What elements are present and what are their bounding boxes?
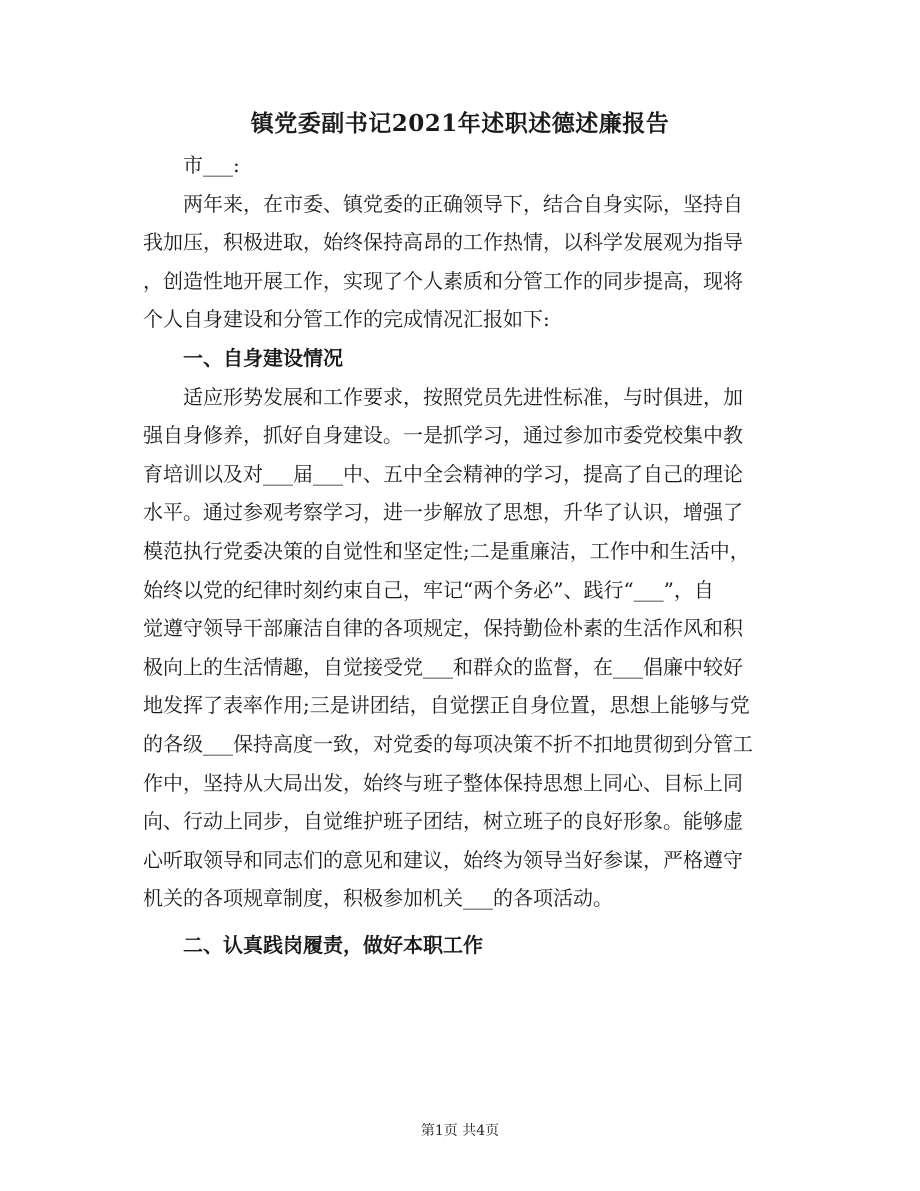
body-text-line: 个人自身建设和分管工作的完成情况汇报如下: [143, 307, 550, 332]
body-text-line: 向、行动上同步，自觉维护班子团结，树立班子的良好形象。能够虚 [143, 809, 743, 834]
section-heading: 二、认真践岗履责，做好本职工作 [183, 932, 483, 957]
document-title: 镇党委副书记2021年述职述德述廉报告 [250, 110, 670, 137]
body-text-line: 强自身修养，抓好自身建设。一是抓学习，通过参加市委党校集中教 [143, 423, 743, 448]
body-text-line: 心听取领导和同志们的意见和建议，始终为领导当好参谋，严格遵守 [143, 847, 743, 872]
body-text-line: 的各级___保持高度一致，对党委的每项决策不折不扣地贯彻到分管工 [143, 731, 753, 756]
section-heading: 一、自身建设情况 [183, 345, 343, 370]
body-text-line: 模范执行党委决策的自觉性和坚定性;二是重廉洁，工作中和生活中， [143, 538, 750, 563]
body-text-line: 两年来，在市委、镇党委的正确领导下，结合自身实际，坚持自 [183, 191, 743, 216]
body-text-line: 市___: [183, 153, 240, 177]
body-text-line: 水平。通过参观考察学习，进一步解放了思想，升华了认识，增强了 [143, 500, 743, 525]
body-text-line: ，创造性地开展工作，实现了个人素质和分管工作的同步提高，现将 [143, 268, 743, 293]
body-text-line: 作中，坚持从大局出发，始终与班子整体保持思想上同心、目标上同 [143, 770, 743, 795]
body-text-line: 育培训以及对___届___中、五中全会精神的学习，提高了自己的理论 [143, 461, 743, 486]
body-text-line: 始终以党的纪律时刻约束自己，牢记“两个务必”、践行“___”，自 [143, 577, 714, 602]
document-body [143, 146, 783, 964]
body-text-line: 机关的各项规章制度，积极参加机关___的各项活动。 [143, 886, 613, 911]
body-text-line: 极向上的生活情趣，自觉接受党___和群众的监督，在___倡廉中较好 [143, 654, 743, 679]
body-text-line: 觉遵守领导干部廉洁自律的各项规定，保持勤俭朴素的生活作风和积 [143, 616, 743, 641]
body-text-line: 地发挥了表率作用;三是讲团结，自觉摆正自身位置，思想上能够与党 [143, 693, 750, 718]
body-text-line: 适应形势发展和工作要求，按照党员先进性标准，与时俱进，加 [183, 384, 743, 409]
body-text-line: 我加压，积极进取，始终保持高昂的工作热情，以科学发展观为指导 [143, 230, 743, 255]
page-indicator: 第1页 共4页 [420, 1123, 500, 1139]
